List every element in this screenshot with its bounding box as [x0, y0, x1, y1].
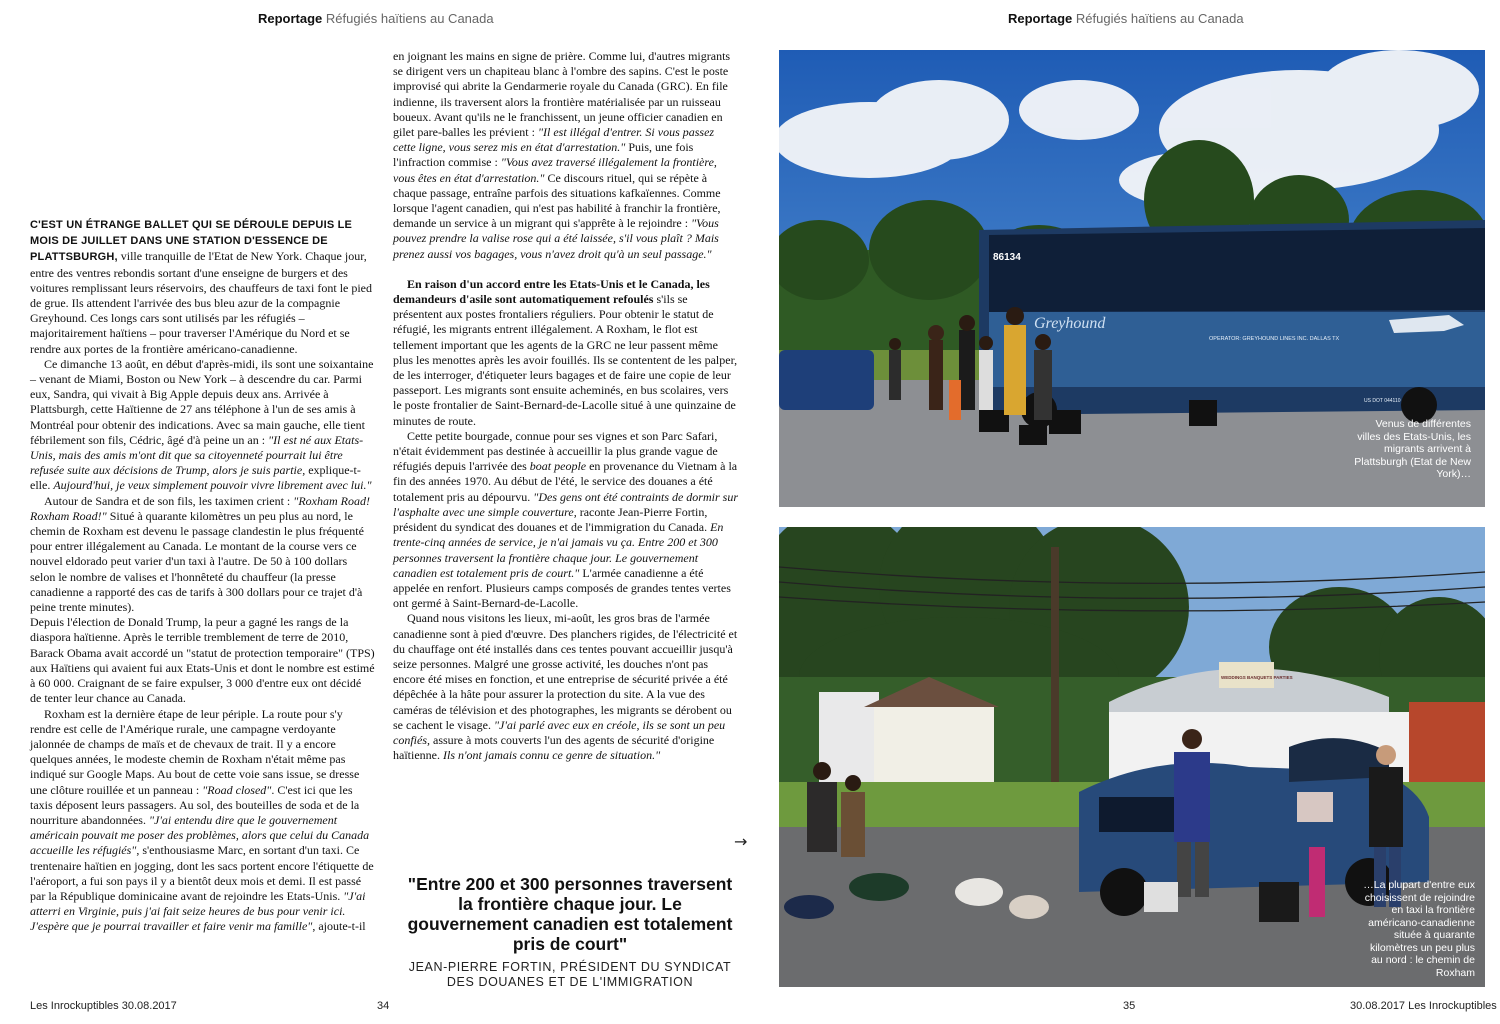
section-label: Reportage — [1008, 11, 1073, 26]
quote: "Il est né aux Etats-Unis, mais des amis m'ont dit que sa citoyenneté pourrait lui être refusée suite aux décisions de Trump, alors je suis partie, — [30, 432, 364, 478]
subhead: En raison d'un accord entre les Etats-Unis et le Canada, les demandeurs d'asile sont automatiquement refoulés — [393, 276, 710, 307]
text: . C'est ici que les taxis déposent leurs passagers. Au sol, des bouteilles de soda et de la nourriture abandonnées. — [30, 782, 360, 827]
quote: "J'ai atterri en Virginie, puis j'ai fait seize heures de bus pour venir ici. J'espère que je pourrai travailler et faire venir ma famille" — [30, 888, 366, 934]
venue-sign-text: WEDDINGS BANQUETS PARTIES — [1221, 675, 1293, 680]
magazine-name: Les Inrockuptibles — [1408, 1000, 1497, 1012]
paragraph — [30, 494, 375, 616]
quote: "Vous avez traversé illégalement la frontière, vous êtes en état d'arrestation." — [393, 155, 717, 185]
quote: En trente-cinq années de service, je n'ai jamais vu ça. Entre 200 et 300 personnes traversent la frontière chaque jour. Le gouvernement canadien est totalement pris de court." — [393, 520, 724, 580]
footer-left — [30, 1000, 177, 1012]
page-number-right: 35 — [1123, 1000, 1136, 1012]
quote: "J'ai parlé avec eux en créole, ils se sont un peu confiés, — [393, 717, 726, 747]
footer-right — [1350, 1000, 1497, 1012]
text: Situé à quarante kilomètres un peu plus au nord, le chemin de Roxham est devenu le passage clandestin le plus fréquenté pour entrer illégalement au Canada. Le montant de la course vers ce nouvel eldorado peut varier d'un taxi à l'autre. De 50 à 100 dollars selon le nombre de valises et l'honnêteté du chauffeur (la presse canadienne a rapporté des cas de tarifs à 300 dollars pour ce trajet d'à peine trente minutes). — [30, 508, 364, 615]
text: , s'enthousiasme Marc, en sortant d'un taxi. Ce trentenaire haïtien en jogging, dont les sacs portent encore l'étiquette de l'aéroport, a fui son pays il y a bientôt deux mois et demi. Il est passé par la République dominicaine avant de rejoindre les Etats-Unis. — [30, 843, 374, 903]
pull-quote-attribution: JEAN-PIERRE FORTIN, PRÉSIDENT DU SYNDICAT DES DOUANES ET DE L'IMMIGRATION — [408, 960, 732, 989]
text: ville tranquille de l'Etat de New York. Chaque jour, entre des ventres rebondis sortant d'une enseigne de burgers et des voitures remplissant leurs réservoirs, des chauffeurs de taxi font le pied de grue. Ils attendent l'arrivée des bus bleu azur de la compagnie Greyhound. Ces longs cars sont utilisés par les réfugiés – majoritairement haïtiens – pour traverser l'Amérique du Nord et se rendre aux portes de la frontière américano-canadienne. — [30, 249, 373, 356]
photo-caption: Venus de différentes villes des Etats-Unis, les migrants arrivent à Plattsburgh (Etat de New York)… — [1354, 418, 1471, 480]
text: Ce dimanche 13 août, en début d'après-midi, ils sont une soixantaine – venant de Miami, Boston ou New York – à descendre du car. Parmi eux, Sandra, qui vivait à Big Apple depuis deux ans. Arrivée à Plattsburgh, cette Haïtienne de 27 ans téléphone à l'un de ses amis à Montréal pour obtenir des indications. Avec sa main gauche, elle tient fébrilement son fils, Cédric, âgé d'à peine un an : — [30, 356, 374, 447]
photo-bus-arrival — [779, 50, 1485, 507]
issue-date: 30.08.2017 — [121, 1000, 177, 1012]
lede-caps: C'EST UN ÉTRANGE BALLET QUI SE DÉROULE DEPUIS LE MOIS DE JUILLET DANS UNE STATION D'ESSENCE DE PLATTSBURGH, — [30, 219, 353, 264]
paragraph — [393, 611, 738, 763]
running-head-left — [258, 11, 494, 26]
section-label: Reportage — [258, 11, 323, 26]
quote: Aujourd'hui, je veux simplement pouvoir vivre librement avec lui." — [53, 478, 372, 493]
paragraph — [393, 429, 738, 611]
photo-taxi-departure — [779, 527, 1485, 987]
text: L'armée canadienne a été appelée en renfort. Plusieurs camps composés de grandes tentes vertes ont germé à Saint-Bernard-de-Lacolle. — [393, 565, 731, 611]
photo-caption: …La plupart d'entre eux choisissent de rejoindre en taxi la frontière américano-canadienne située à quarante kilomètres un peu plus au nord : le chemin de Roxham — [1363, 879, 1475, 979]
text: Ce discours rituel, qui se répète à chaque passage, entraîne parfois des situations kafkaïennes. Comme lorsque l'agent canadien, qui n'est pas habilité à franchir la frontière, demande un service à un migrant qui s'apprête à le rejoindre : — [393, 170, 721, 231]
continue-arrow-icon: → — [734, 832, 748, 851]
quote: "Il est illégal d'entrer. Si vous passez cette ligne, vous serez mis en état d'arrestation." — [393, 125, 715, 155]
italic-term: boat people — [529, 459, 587, 474]
article-column-1 — [30, 217, 375, 935]
text: Puis, une fois l'infraction commise : — [393, 140, 694, 170]
paragraph — [30, 357, 375, 494]
quote: "Road closed" — [202, 782, 272, 797]
bus-operator-text: OPERATOR: GREYHOUND LINES INC. DALLAS TX — [1209, 336, 1340, 342]
quote: "Vous pouvez prendre la valise rose qui a été laissée, s'il vous plaît ? Mais prenez aussi vos bagages, vous n'avez droit qu'à un seul passage." — [393, 216, 719, 261]
text: assure à mots couverts l'un des agents de sécurité d'origine haïtienne. — [393, 732, 715, 763]
running-head-right — [1008, 11, 1244, 26]
magazine-name: Les Inrockuptibles — [30, 1000, 119, 1012]
bus-number-text: 86134 — [993, 252, 1021, 263]
text: en joignant les mains en signe de prière. Comme lui, d'autres migrants se dirigent vers un chapiteau blanc à l'ombre des sapins. C'est le poste improvisé qui abrite la Gendarmerie royale du Canada (GRC). En file indienne, ils traversent alors la frontière matérialisée par un ruisseau boueux. Avant qu'ils ne le franchissent, un jeune officier canadien en gilet pare-balles les prévient : — [393, 49, 731, 140]
page-number-left: 34 — [377, 1000, 390, 1012]
pull-quote — [400, 874, 740, 990]
article-column-2 — [393, 49, 738, 763]
topic-label: Réfugiés haïtiens au Canada — [325, 11, 494, 26]
text: Quand nous visitons les lieux, mi-août, les gros bras de l'armée canadienne sont à pied d'œuvre. Des planchers rigides, de l'électricité et du chauffage ont été installés dans ces tentes pouvant accueillir jusqu'à seize personnes. Malgré une grosse activité, les douches n'ont pas encore été mises en fonction, et une entreprise de sécurité privée a été dépêchée à la hâte pour assurer la protection du site. A la vue des caméras de télévision et des photographes, les migrants se dérobent ou se cachent le visage. — [393, 611, 738, 732]
pull-quote-text: "Entre 200 et 300 personnes traversent la frontière chaque jour. Le gouvernement canadien est totalement pris de court" — [407, 874, 733, 954]
text: s'ils se présentent aux postes frontaliers réguliers. Pour obtenir le statut de réfugié, les migrants entrent illégalement. A Roxham, le flot est tellement important que les agents de la GRC ne leur passent même plus les menottes après les avoir fouillés. Ils se contentent de les palper, de les interroger, d'étiqueter leurs bagages et de faire une copie de leur passeport. Les migrants sont ensuite acheminés, en bus scolaires, vers le poste frontalier de Saint-Bernard-de-Lacolle situé à une quinzaine de minutes de route. — [393, 292, 738, 428]
quote: "Roxham Road! Roxham Road!" — [30, 493, 370, 523]
text: Cette petite bourgade, connue pour ses vignes et son Parc Safari, n'était évidemment pas destinée à accueillir la plus grande vague de réfugiés depuis l'arrivée des — [393, 428, 718, 474]
text: Roxham est la dernière étape de leur périple. La route pour s'y rendre est celle de l'Amérique rurale, une campagne verdoyante jalonnée de champs de maïs et de chevaux de trait. Il y a encore quelques années, le modeste chemin de Roxham n'était même pas indiqué sur Google Maps. Au bout de cette voie sans issue, se dresse une clôture rouillée et un panneau : — [30, 706, 360, 797]
paragraph — [30, 217, 375, 357]
text: explique-t-elle. — [30, 463, 361, 493]
paragraph: Depuis l'élection de Donald Trump, la peur a gagné les rangs de la diaspora haïtienne. Après le terrible tremblement de terre de 2010, Barack Obama avait accordé un "statut de protection temporaire" (TPS) aux Haïtiens qui avaient fui aux Etats-Unis et dont le nombre est estimé à 60 000. Craignant de se faire expulser, 3 000 d'entre eux ont décidé de tenter leur chance au Canada. — [30, 615, 375, 706]
quote: Ils n'ont jamais connu ce genre de situation." — [442, 748, 661, 763]
paragraph — [393, 277, 738, 429]
quote: "Des gens ont été contraints de dormir sur l'asphalte avec une simple couverture, — [393, 489, 738, 519]
text: Autour de Sandra et de son fils, les taximen crient : — [44, 493, 294, 508]
bus-dot-text: US DOT 044110 — [1364, 398, 1401, 404]
topic-label: Réfugiés haïtiens au Canada — [1075, 11, 1244, 26]
paragraph — [393, 49, 738, 262]
text: raconte Jean-Pierre Fortin, président du syndicat des douanes et de l'immigration du Canada. — [393, 504, 711, 535]
bus-brand-text: Greyhound — [1034, 315, 1106, 332]
issue-date: 30.08.2017 — [1350, 1000, 1406, 1012]
text: , ajoute-t-il — [312, 919, 366, 934]
paragraph — [30, 707, 375, 935]
quote: "J'ai entendu dire que le gouvernement américain pouvait me poser des problèmes, alors que celui du Canada accueille les réfugiés" — [30, 812, 370, 858]
text: en provenance du Vietnam à la fin des années 1970. Au début de l'été, le service des douanes a été totalement pris au dépourvu. — [393, 459, 738, 504]
